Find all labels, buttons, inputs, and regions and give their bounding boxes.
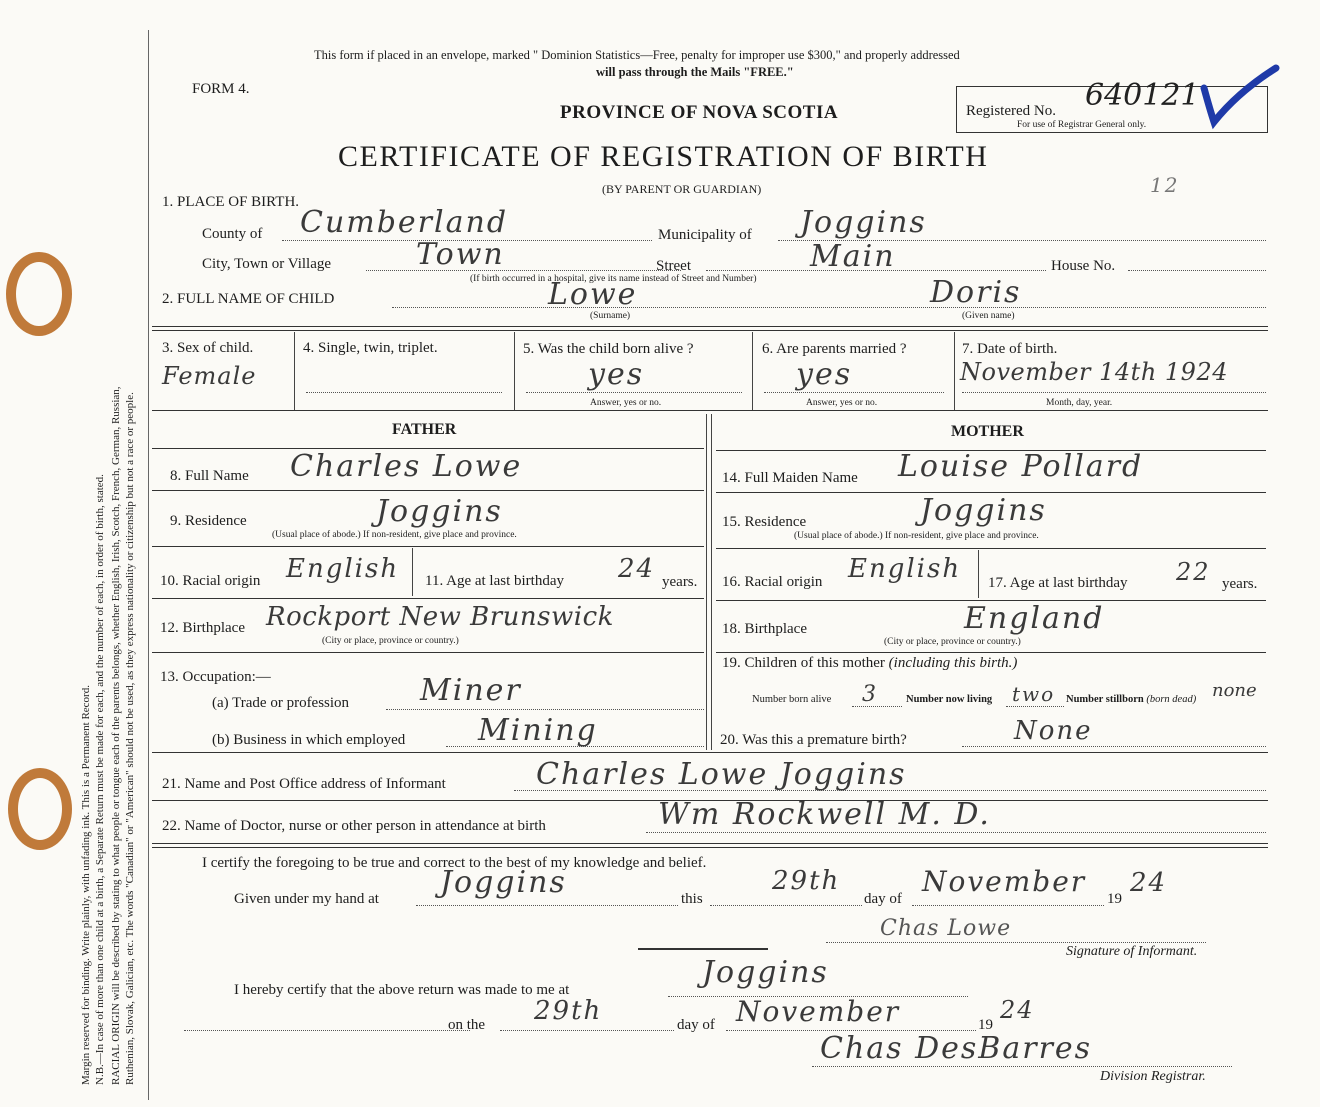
hospital-note: (If birth occurred in a hospital, give its name instead of Street and Number) [470,274,757,284]
surname-caption: (Surname) [590,311,631,321]
father-heading: FATHER [392,421,457,438]
place-of-birth-label: 1. PLACE OF BIRTH. [162,194,300,210]
doctor-label: 22. Name of Doctor, nurse or other person in attendance at birth [162,818,546,834]
registrar-text: I hereby certify that the above return was made to me at [234,982,570,998]
stillborn-label-text: Number stillborn [1066,694,1144,705]
now-living-count: two [1012,682,1056,706]
county-label: County of [202,226,263,242]
parents-married-value: yes [796,357,853,392]
father-racial-label: 10. Racial origin [160,573,261,589]
born-alive-label: 5. Was the child born alive ? [523,341,694,357]
born-alive-value: yes [588,357,645,392]
form-number: FORM 4. [192,81,250,97]
given-name-caption: (Given name) [962,311,1015,321]
certify-divider [638,948,768,950]
street-label: Street [656,258,691,274]
rule-row3-top [152,326,1268,327]
born-alive-count-label: Number born alive [752,694,832,705]
mother-birthplace: England [964,601,1105,636]
premature-value: None [1014,716,1093,746]
parents-married-label: 6. Are parents married ? [762,341,907,357]
informant-signature: Chas Lowe [880,916,1012,941]
registrar-signature: Chas DesBarres [820,1031,1093,1066]
certify-dayof-label: day of [864,891,902,907]
mother-residence-label: 15. Residence [722,514,807,530]
certify-year: 24 [1130,868,1168,898]
sex-value: Female [162,362,257,390]
rule-row3-top-b [152,330,1268,331]
business-label: (b) Business in which employed [212,732,406,748]
father-birthplace-caption: (City or place, province or country.) [322,636,459,646]
children-label [722,655,1017,672]
mother-years-label: years. [1222,576,1258,592]
check-mark-icon [1198,62,1282,132]
registrar-day: 29th [534,996,603,1026]
binding-ring-bottom [8,768,72,850]
registrar-dayof-label: day of [677,1017,715,1033]
corner-mark: 12 [1150,173,1180,197]
registrar-year: 24 [1000,996,1035,1024]
certify-day: 29th [772,866,841,896]
mother-birthplace-label: 18. Birthplace [722,621,807,637]
mother-age: 22 [1176,558,1211,586]
registered-number: 640121 [1085,78,1200,113]
father-age: 24 [618,554,656,584]
mother-residence-caption: (Usual place of abode.) If non-resident, give place and province. [794,531,1039,541]
children-label-italic: (including this birth.) [888,655,1018,671]
parents-divider [706,414,707,750]
father-name: Charles Lowe [290,449,523,484]
father-racial-origin: English [286,554,400,584]
rule-parents-top [152,410,1268,411]
margin-note-3: RACIAL ORIGIN will be described by stating to what people or tongue each of the parents belongs, whether English, Irish, Scotch, French, German, Russian, [110,386,122,1085]
binding-ring-top [6,252,72,336]
sex-label: 3. Sex of child. [162,340,254,356]
occupation-label: 13. Occupation:— [160,669,271,685]
stillborn-label [1066,694,1196,705]
registrar-month: November [736,995,901,1028]
child-given-name: Doris [930,275,1022,310]
premature-label: 20. Was this a premature birth? [720,732,907,748]
street-value: Main [810,239,896,274]
father-birthplace: Rockport New Brunswick [266,602,614,632]
informant-label: 21. Name and Post Office address of Informant [162,776,446,792]
multiple-birth-label: 4. Single, twin, triplet. [303,340,438,356]
father-name-label: 8. Full Name [170,468,249,484]
doctor-value: Wm Rockwell M. D. [658,797,991,832]
certify-year-prefix: 19 [1107,891,1122,907]
stillborn-label-italic: (born dead) [1146,694,1197,705]
married-answer-caption: Answer, yes or no. [806,398,878,408]
registrar-note: For use of Registrar General only. [1017,120,1147,130]
rule-certify-top [152,843,1268,844]
father-residence-label: 9. Residence [170,513,247,529]
date-of-birth-label: 7. Date of birth. [962,341,1058,357]
registrar-place: Joggins [702,955,829,990]
now-living-label: Number now living [906,694,993,705]
postal-notice-line-2: will pass through the Mails "FREE." [596,65,794,79]
binding-margin-line [148,30,149,1100]
city-label: City, Town or Village [202,256,332,272]
child-surname: Lowe [548,277,638,312]
county-value: Cumberland [300,205,509,240]
municipality-value: Joggins [800,205,927,240]
mother-racial-origin: English [848,554,962,584]
father-residence-caption: (Usual place of abode.) If non-resident, give place and province. [272,530,517,540]
trade-label: (a) Trade or profession [212,695,350,711]
children-label-text: 19. Children of this mother [722,655,885,671]
born-alive-count: 3 [862,682,878,707]
certify-month: November [922,865,1087,898]
registrar-on-label: on the [448,1017,486,1033]
father-business: Mining [478,713,598,748]
certify-text: I certify the foregoing to be true and correct to the best of my knowledge and belief. [202,855,707,871]
mother-heading: MOTHER [951,423,1024,440]
city-value: Town [416,237,505,272]
rule-informant-top [152,752,1268,753]
margin-note-4: Ruthenian, Slovak, Galician, etc. The words "Canadian" or "American" should not be used, as they express nationality or citizenship but not a race or people. [124,392,136,1085]
informant-value: Charles Lowe Joggins [536,757,907,792]
mother-birthplace-caption: (City or place, province or country.) [884,637,1021,647]
mother-name: Louise Pollard [898,449,1144,484]
father-age-label: 11. Age at last birthday [425,573,564,589]
alive-answer-caption: Answer, yes or no. [590,398,662,408]
certificate-subtitle: (BY PARENT OR GUARDIAN) [602,182,762,196]
municipality-label: Municipality of [658,227,752,243]
stillborn-count: none [1212,680,1257,701]
father-birthplace-label: 12. Birthplace [160,620,245,636]
province-heading: PROVINCE OF NOVA SCOTIA [560,102,839,123]
certify-this-label: this [681,891,703,907]
mother-racial-label: 16. Racial origin [722,574,823,590]
informant-signature-caption: Signature of Informant. [1066,944,1198,959]
mother-residence: Joggins [920,493,1047,528]
date-of-birth-value: November 14th 1924 [960,358,1228,386]
father-years-label: years. [662,574,698,590]
certify-place: Joggins [440,865,567,900]
margin-note-2: N.B.—In case of more than one child at a birth, a Separate Return must be made for each, and the number of each, in order of birth, stated. [94,474,106,1085]
given-label: Given under my hand at [234,891,379,907]
father-residence: Joggins [376,494,503,529]
postal-notice-line-1: This form if placed in an envelope, marked " Dominion Statistics—Free, penalty for improper use $300," and properly addressed [314,48,960,62]
mother-age-label: 17. Age at last birthday [988,575,1128,591]
father-trade: Miner [420,673,522,708]
date-caption: Month, day, year. [1046,398,1113,408]
certificate-title: CERTIFICATE OF REGISTRATION OF BIRTH [338,140,989,173]
child-name-label: 2. FULL NAME OF CHILD [162,291,335,307]
mother-name-label: 14. Full Maiden Name [722,470,858,486]
registered-label: Registered No. [966,103,1056,119]
margin-note-1: Margin reserved for binding. Write plainly, with unfading ink. This is a Permanent Record. [80,685,92,1085]
registrar-year-prefix: 19 [978,1017,993,1033]
house-number-label: House No. [1051,258,1116,274]
registrar-caption: Division Registrar. [1100,1069,1206,1084]
